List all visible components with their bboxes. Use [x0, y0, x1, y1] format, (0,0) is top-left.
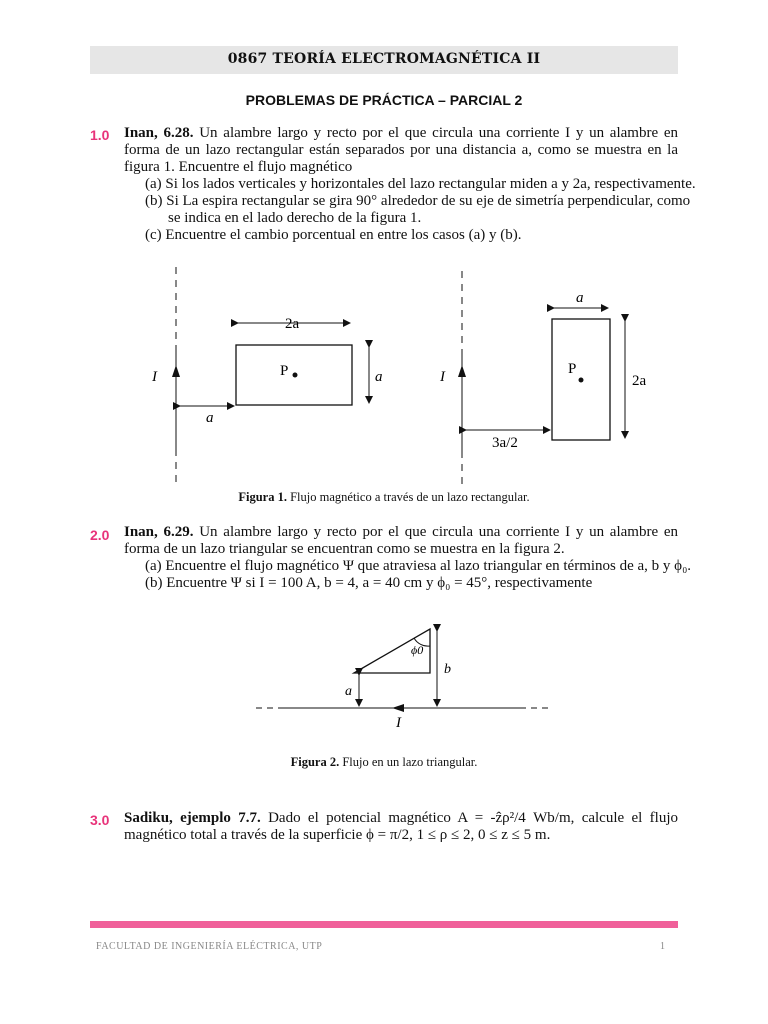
footer-bar [90, 921, 678, 928]
problem-statement: Dado el potencial magnético A = -ẑρ²/4 Wb/m, calcule el flujo magnético total a través de la superficie ϕ = π/2, 1 ≤ ρ ≤ 2, 0 ≤ z ≤ 5 m. [124, 810, 678, 843]
point-p-label: P [280, 363, 289, 379]
problem-item: se indica en el lado derecho de la figura 1. [168, 210, 422, 226]
angle-label: ϕ0 [411, 643, 424, 657]
figure-1-diagram [0, 255, 768, 485]
problem-item: (a) Si los lados verticales y horizontales del lazo rectangular miden a y 2a, respectivamente. [145, 176, 696, 192]
problem-item: (b) Si La espira rectangular se gira 90° alrededor de su eje de simetría perpendicular, como [145, 193, 691, 209]
height-label: b [444, 662, 451, 677]
figure-1-caption [90, 490, 678, 505]
problem-item: (c) Encuentre el cambio porcentual en entre los casos (a) y (b). [145, 227, 522, 243]
height-label: a [375, 369, 383, 385]
problem-source: Sadiku, ejemplo 7.7. [124, 810, 261, 826]
problem-statement: Un alambre largo y recto por el que circula una corriente I y un alambre en forma de un lazo rectangular están separados por una distancia a, como se muestra en la figura 1. Encuentre el flujo magnético [124, 125, 678, 175]
problem-source: Inan, 6.29. [124, 524, 194, 540]
problem-1-text [124, 125, 678, 176]
current-label: I [396, 715, 401, 731]
current-label: I [152, 369, 157, 385]
width-label: a [576, 290, 584, 306]
caption-label: Figura 1. [238, 490, 287, 504]
problem-number: 1.0 [90, 127, 110, 143]
page-number: 1 [660, 941, 665, 952]
caption-label: Figura 2. [290, 755, 340, 769]
page-subtitle: PROBLEMAS DE PRÁCTICA – PARCIAL 2 [245, 92, 523, 108]
problem-3-text [124, 810, 678, 844]
problem-source: Inan, 6.28. [124, 125, 194, 141]
distance-label: a [345, 684, 352, 699]
footer-institution: FACULTAD DE INGENIERÍA ELÉCTRICA, UTP [96, 941, 323, 952]
problem-statement: Un alambre largo y recto por el que circula una corriente I y un alambre en forma de un lazo triangular se encuentran como se muestra en la figura 2. [124, 524, 678, 557]
caption-text: Flujo magnético a través de un lazo rectangular. [286, 490, 530, 504]
problem-item: (b) Encuentre Ψ si I = 100 A, b = 4, a = 40 cm y ϕ₀ = 45°, respectivamente [145, 575, 593, 591]
gap-label: 3a/2 [492, 435, 518, 451]
current-label: I [440, 369, 445, 385]
problem-number: 2.0 [90, 527, 110, 543]
problem-2-text [124, 524, 678, 558]
height-label: 2a [632, 373, 647, 389]
width-label: 2a [285, 316, 300, 332]
caption-text: Flujo en un lazo triangular. [339, 755, 478, 769]
point-p-label: P [568, 361, 577, 377]
figure-2-caption [90, 755, 678, 770]
header-bar [90, 46, 678, 74]
problem-item: (a) Encuentre el flujo magnético Ψ que atraviesa al lazo triangular en términos de a, b y ϕ₀. [145, 558, 692, 574]
problem-number: 3.0 [90, 812, 110, 828]
gap-label: a [206, 410, 214, 426]
document-title: 0867 TEORÍA ELECTROMAGNÉTICA II [227, 51, 541, 67]
figure-2-diagram [0, 615, 768, 745]
